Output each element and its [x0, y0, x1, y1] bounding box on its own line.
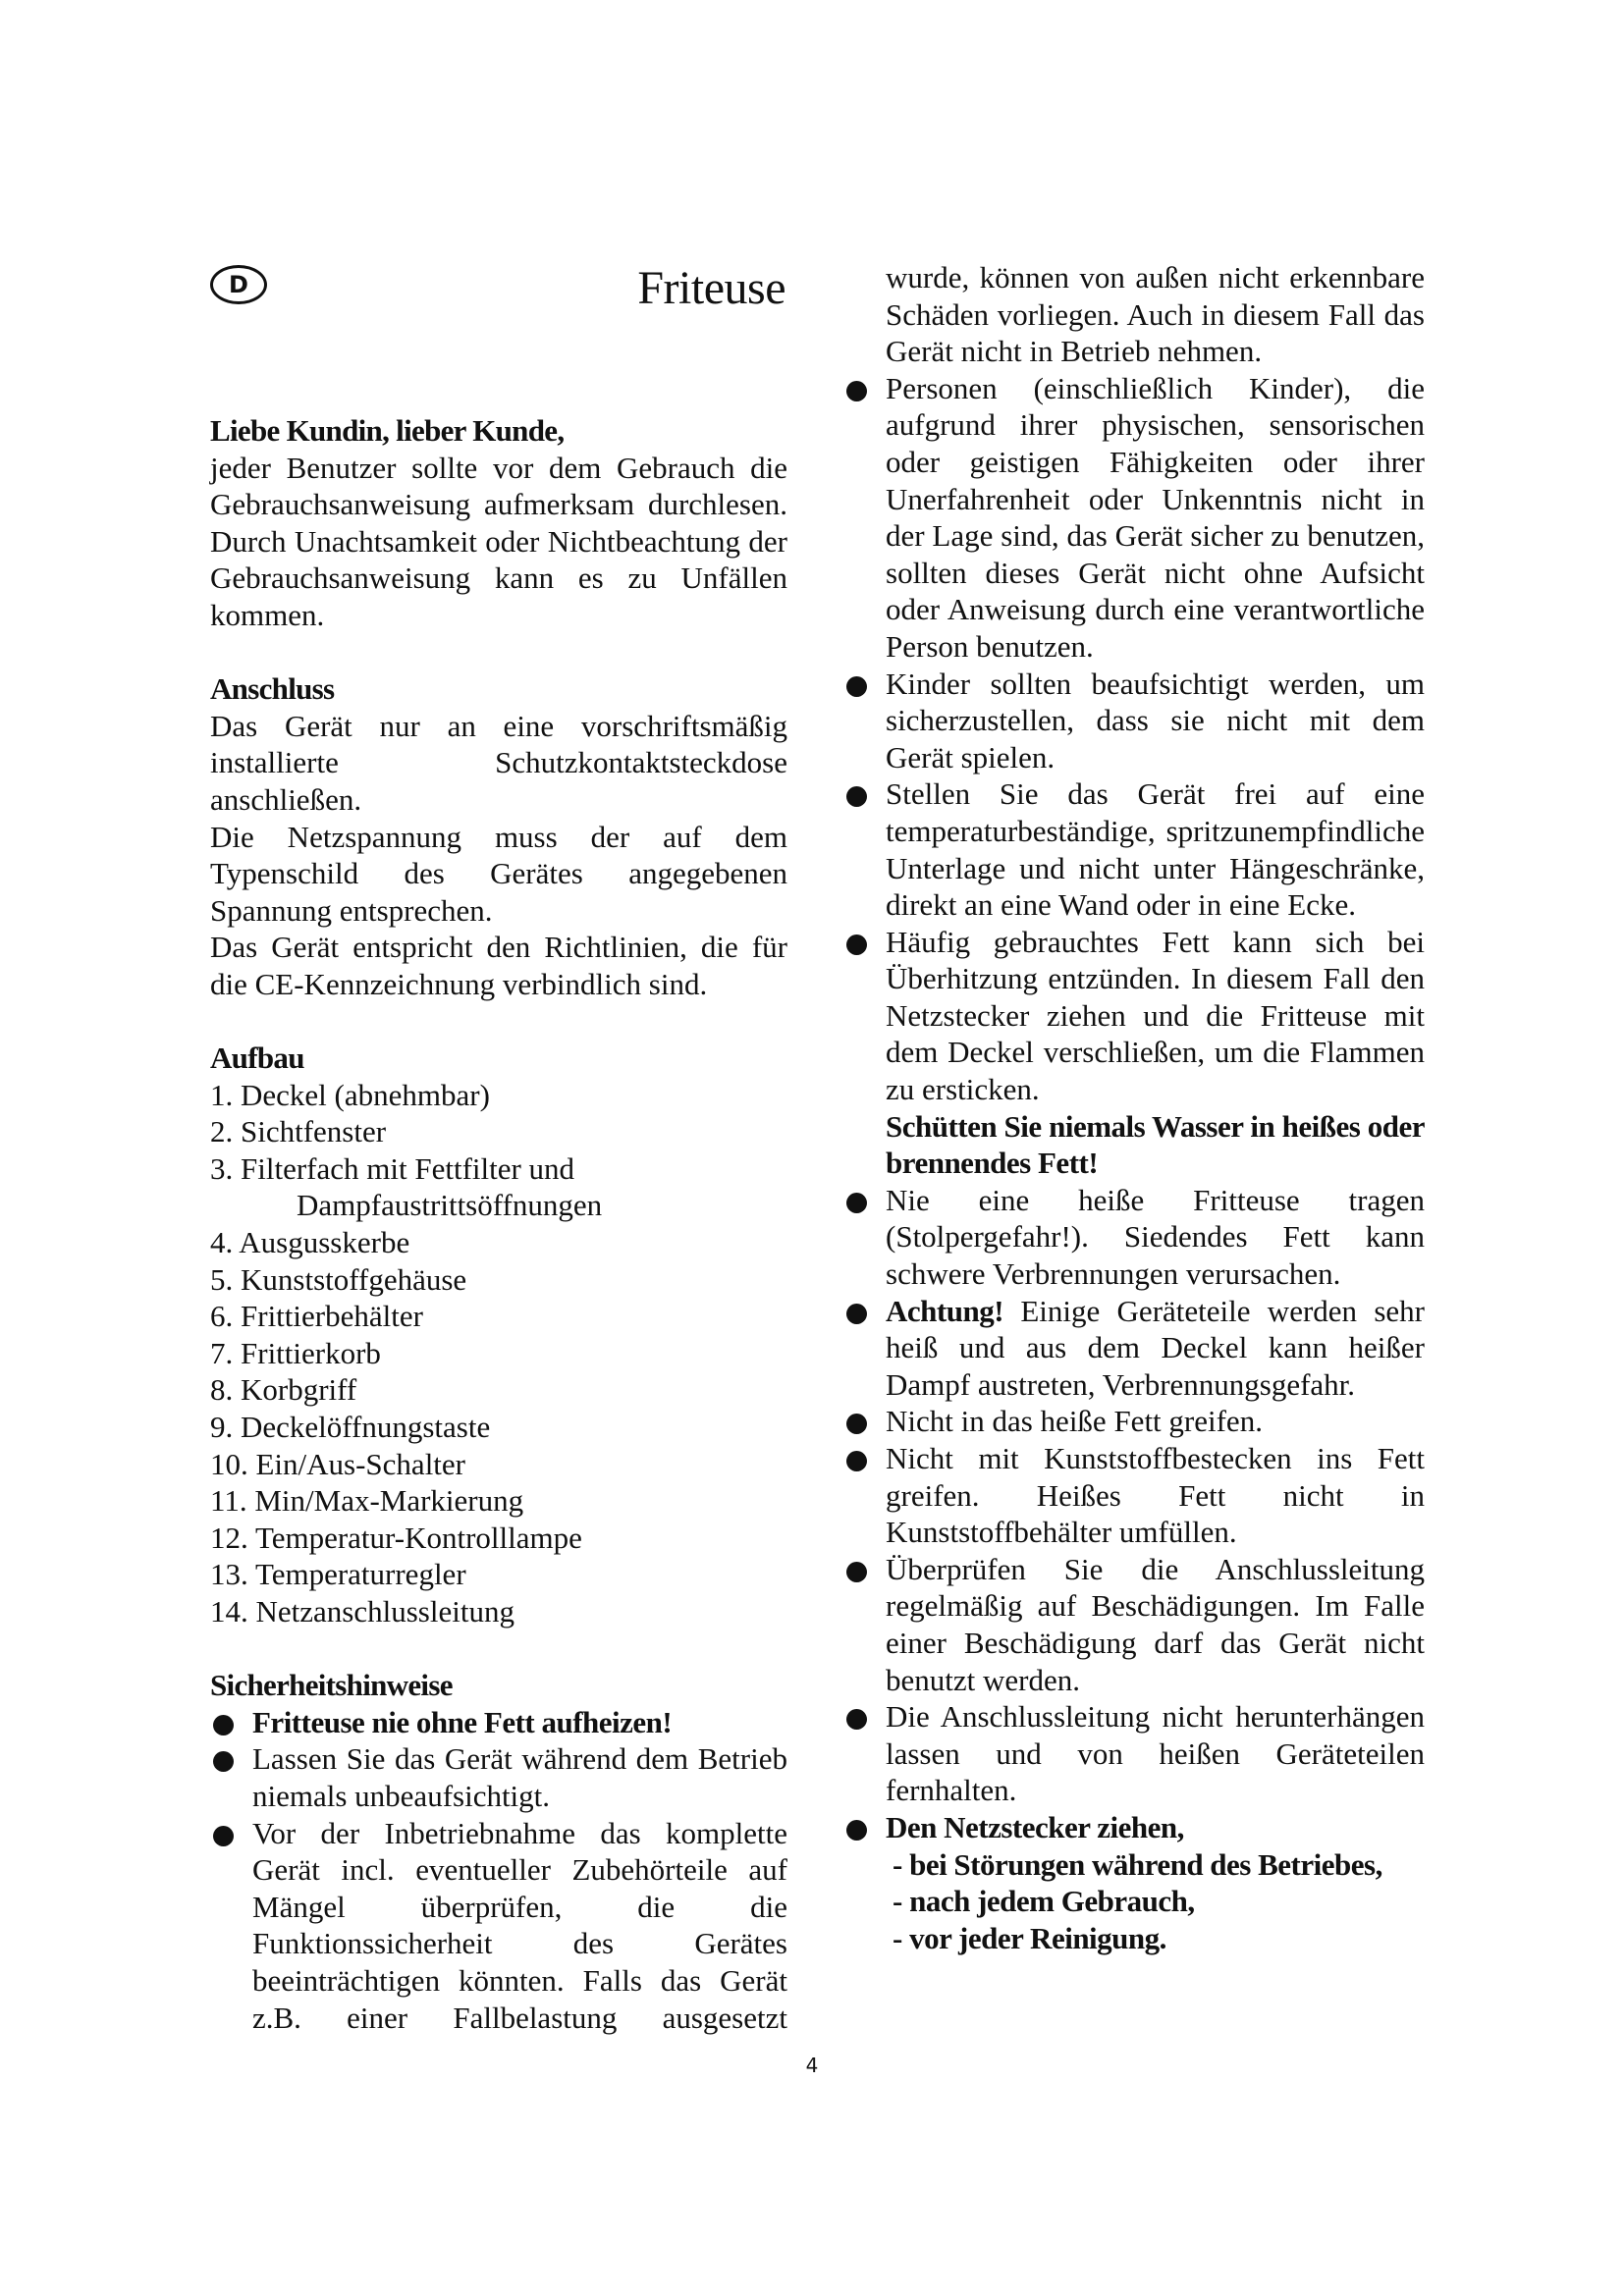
- safety-bullet-text: Häufig gebrauchtes Fett kann sich bei Überhitzung entzünden. In diesem Fall den Netzstecker ziehen und die Fritteuse mit dem Deckel verschließen, um die Flammen zu ersticken.: [886, 924, 1425, 1107]
- safety-bullet: Überprüfen Sie die Anschlussleitung regelmäßig auf Beschädigungen. Im Falle einer Beschädigung darf das Gerät nicht benutzt werden.: [843, 1551, 1425, 1698]
- aufbau-item-continuation: Dampfaustrittsöffnungen: [297, 1188, 603, 1223]
- right-column: [843, 259, 1425, 1956]
- aufbau-item: 3. Filterfach mit Fettfilter und: [210, 1150, 575, 1186]
- safety-bullet: Kinder sollten beaufsichtigt werden, um sicherzustellen, dass sie nicht mit dem Gerät spielen.: [843, 666, 1425, 776]
- intro-heading: Liebe Kundin, lieber Kunde,: [210, 413, 565, 448]
- safety-bullet: Vor der Inbetriebnahme das komplette Gerät incl. eventueller Zubehörteile auf Mängel überprüfen, die die Funktionssicherheit des Gerätes beeinträchtigen könnten. Falls das Gerät z.B. einer Fallbelastung ausgesetzt: [210, 1815, 787, 2037]
- safety-bullet: Nicht mit Kunststoffbestecken ins Fett greifen. Heißes Fett nicht in Kunststoffbehälter umfüllen.: [843, 1440, 1425, 1551]
- unplug-condition: - nach jedem Gebrauch,: [893, 1884, 1195, 1919]
- page-header: [210, 259, 787, 340]
- safety-warning-bold: Schütten Sie niemals Wasser in heißes oder brennendes Fett!: [886, 1108, 1425, 1181]
- anschluss-heading: Anschluss: [210, 671, 335, 707]
- safety-bullet: [843, 924, 1425, 1182]
- anschluss-paragraph: Das Gerät nur an eine vorschriftsmäßig installierte Schutzkontaktsteckdose anschließen.: [210, 708, 787, 817]
- aufbau-item: 13. Temperaturregler: [210, 1557, 466, 1592]
- aufbau-item: 5. Kunststoffgehäuse: [210, 1261, 467, 1297]
- aufbau-item: 7. Frittierkorb: [210, 1335, 381, 1370]
- aufbau-item: 10. Ein/Aus-Schalter: [210, 1446, 466, 1481]
- aufbau-heading: Aufbau: [210, 1041, 304, 1076]
- safety-bullet: Nicht in das heiße Fett greifen.: [843, 1403, 1425, 1440]
- safety-bullet-continuation: wurde, können von außen nicht erkennbare Schäden vorliegen. Auch in diesem Fall das Gerät nicht in Betrieb nehmen.: [886, 260, 1425, 369]
- aufbau-item: 8. Korbgriff: [210, 1372, 357, 1408]
- safety-bullet: Nie eine heiße Fritteuse tragen (Stolpergefahr!). Siedendes Fett kann schwere Verbrennungen verursachen.: [843, 1182, 1425, 1293]
- aufbau-item: 12. Temperatur-Kontrolllampe: [210, 1520, 582, 1555]
- left-column: [210, 259, 787, 2036]
- anschluss-paragraph: Die Netzspannung muss der auf dem Typenschild des Gerätes angegebenen Spannung entsprechen.: [210, 819, 787, 928]
- aufbau-item: 4. Ausgusskerbe: [210, 1225, 410, 1260]
- achtung-label: Achtung!: [886, 1293, 1004, 1328]
- safety-bullet: Fritteuse nie ohne Fett aufheizen!: [210, 1704, 787, 1741]
- aufbau-item: 6. Frittierbehälter: [210, 1299, 423, 1334]
- aufbau-item: 11. Min/Max-Markierung: [210, 1483, 524, 1519]
- safety-bullet: Lassen Sie das Gerät während dem Betrieb niemals unbeaufsichtigt.: [210, 1740, 787, 1814]
- aufbau-item: 2. Sichtfenster: [210, 1114, 387, 1149]
- page-number: 4: [805, 2054, 819, 2077]
- anschluss-paragraph: Das Gerät entspricht den Richtlinien, die für die CE-Kennzeichnung verbindlich sind.: [210, 930, 787, 1001]
- safety-bullet: Den Netzstecker ziehen,: [843, 1809, 1425, 1846]
- sicherheit-heading: Sicherheitshinweise: [210, 1668, 453, 1703]
- intro-text: jeder Benutzer sollte vor dem Gebrauch die Gebrauchsanweisung aufmerksam durchlesen. Durch Unachtsamkeit oder Nichtbeachtung der Gebrauchsanweisung kann es zu Unfällen kommen.: [210, 450, 787, 632]
- aufbau-item: 1. Deckel (abnehmbar): [210, 1077, 490, 1112]
- unplug-condition: - vor jeder Reinigung.: [893, 1920, 1166, 1955]
- safety-bullet: [843, 1293, 1425, 1404]
- safety-bullet: Stellen Sie das Gerät frei auf eine temperaturbeständige, spritzunempfindliche Unterlage und nicht unter Hängeschränke, direkt an eine Wand oder in eine Ecke.: [843, 775, 1425, 923]
- safety-bullet: Die Anschlussleitung nicht herunterhängen lassen und von heißen Geräteteilen fernhalten.: [843, 1698, 1425, 1809]
- unplug-condition: - bei Störungen während des Betriebes,: [893, 1846, 1382, 1882]
- safety-bullet: Personen (einschließlich Kinder), die aufgrund ihrer physischen, sensorischen oder geistigen Fähigkeiten oder ihrer Unerfahrenheit oder Unkenntnis nicht in der Lage sind, das Gerät sicher zu benutzen, sollten dieses Gerät nicht ohne Aufsicht oder Anweisung durch eine verantwortliche Person benutzen.: [843, 370, 1425, 666]
- aufbau-item: 9. Deckelöffnungstaste: [210, 1410, 491, 1445]
- language-badge: D: [210, 265, 267, 304]
- page-title: Friteuse: [637, 262, 785, 314]
- aufbau-item: 14. Netzanschlussleitung: [210, 1594, 514, 1629]
- safety-bullet-text: Einige Geräteteile werden sehr heiß und aus dem Deckel kann heißer Dampf austreten, Verbrennungsgefahr.: [886, 1293, 1425, 1402]
